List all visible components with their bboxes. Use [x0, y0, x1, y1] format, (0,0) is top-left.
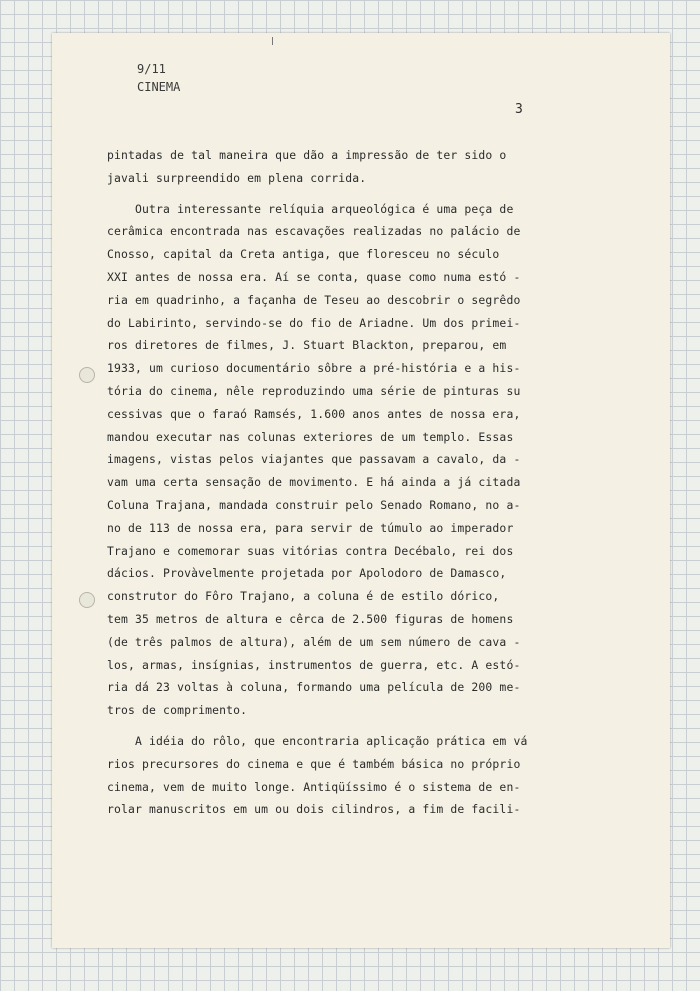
text-line: cinema, vem de muito longe. Antiqüíssimo é o sistema de en- [107, 779, 521, 794]
text-line: ria dá 23 voltas à coluna, formando uma película de 200 me- [107, 680, 521, 695]
text-line: (de três palmos de altura), além de um sem número de cava - [107, 634, 521, 649]
header-date: 9/11 [137, 62, 166, 76]
text-line: los, armas, insígnias, instrumentos de guerra, etc. A estó- [107, 657, 521, 672]
page-header [137, 60, 180, 96]
header-section-title: CINEMA [137, 80, 181, 94]
text-line: rolar manuscritos em um ou dois cilindros, a fim de facili- [107, 802, 521, 817]
text-line: dácios. Provàvelmente projetada por Apolodoro de Damasco, [107, 566, 507, 581]
punch-hole-mark [79, 592, 95, 608]
text-line: tros de comprimento. [107, 703, 248, 718]
text-line: do Labirinto, servindo-se do fio de Ariadne. Um dos primei- [107, 315, 521, 330]
typed-page [52, 33, 670, 948]
page-number: 3 [515, 102, 523, 117]
text-line: XXI antes de nossa era. Aí se conta, quase como numa estó - [107, 269, 521, 284]
text-line: 1933, um curioso documentário sôbre a pré-história e a his- [107, 361, 521, 376]
punch-hole-mark [79, 367, 95, 383]
text-line: rios precursores do cinema e que é também básica no próprio [107, 756, 521, 771]
text-line: pintadas de tal maneira que dão a impressão de ter sido o [107, 148, 507, 162]
text-line: ria em quadrinho, a façanha de Teseu ao descobrir o segrêdo [107, 292, 521, 307]
text-line: tem 35 metros de altura e cêrca de 2.500 figuras de homens [107, 611, 514, 626]
text-line: cerâmica encontrada nas escavações realizadas no palácio de [107, 224, 521, 239]
paper-tick-mark [272, 37, 273, 45]
text-line: tória do cinema, nêle reproduzindo uma série de pinturas su [107, 383, 521, 398]
text-line: Trajano e comemorar suas vitórias contra Decébalo, rei dos [107, 543, 514, 558]
text-line: imagens, vistas pelos viajantes que passavam a cavalo, da - [107, 452, 521, 467]
text-line: construtor do Fôro Trajano, a coluna é de estilo dórico, [107, 589, 500, 604]
text-line: vam uma certa sensação de movimento. E há ainda a já citada [107, 475, 521, 490]
text-line: Coluna Trajana, mandada construir pelo Senado Romano, no a- [107, 497, 521, 512]
text-line: cessivas que o faraó Ramsés, 1.600 anos antes de nossa era, [107, 406, 521, 421]
text-line: mandou executar nas colunas exteriores de um templo. Essas [107, 429, 514, 444]
text-line: A idéia do rôlo, que encontraria aplicação prática em vá [107, 733, 528, 748]
text-line: Cnosso, capital da Creta antiga, que floresceu no século [107, 247, 500, 262]
text-line: Outra interessante relíquia arqueológica é uma peça de [107, 201, 514, 216]
text-line: no de 113 de nossa era, para servir de túmulo ao imperador [107, 520, 514, 535]
text-line: ros diretores de filmes, J. Stuart Blackton, preparou, em [107, 338, 507, 353]
typed-body-text [107, 144, 577, 821]
text-line: javali surpreendido em plena corrida. [107, 170, 367, 185]
